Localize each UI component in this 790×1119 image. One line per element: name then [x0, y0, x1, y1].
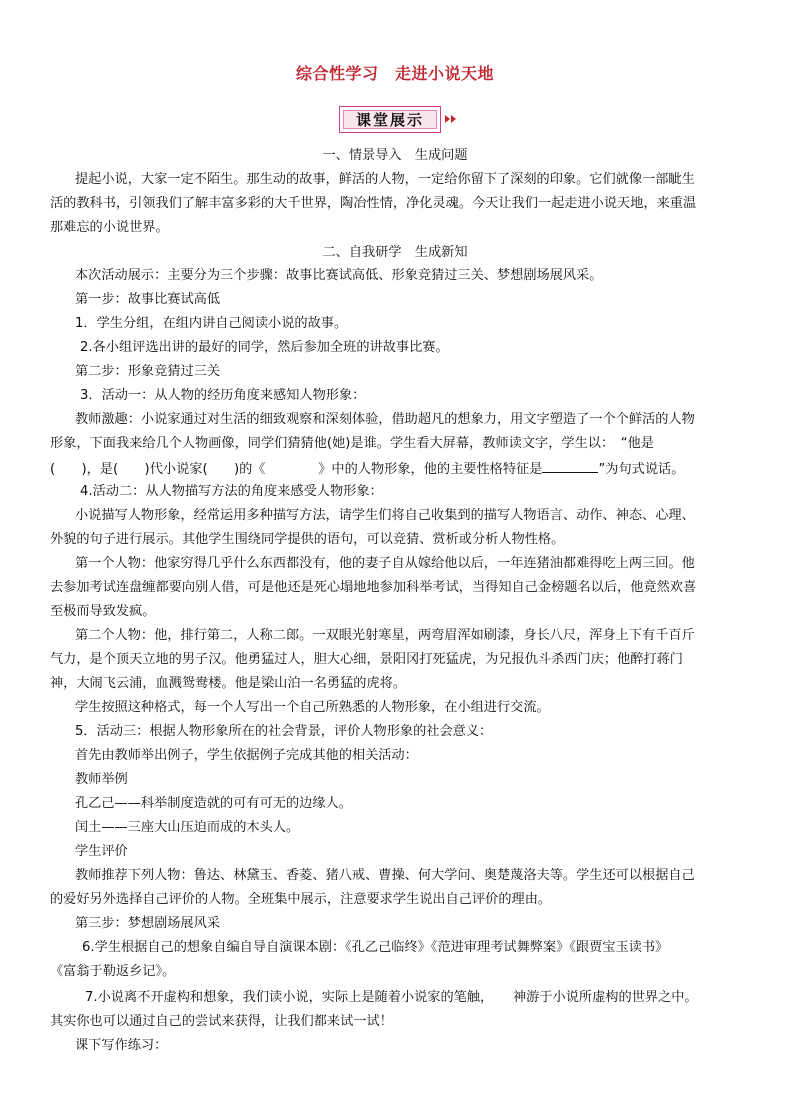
paragraph-line: 的爱好另外选择自己评价的人物。全班集中展示，注意要求学生说出自己评价的理由。 [50, 892, 552, 907]
paragraph-line: 至极而导致发疯。 [50, 604, 156, 619]
paragraph-line: 小说描写人物形象，经常运用多种描写方法，请学生们将自己收集到的描写人物语言、动作、神态、心理、 [75, 508, 695, 523]
paragraph-line: 本次活动展示：主要分为三个步骤：故事比赛试高低、形象竞猜过三关、梦想剧场展风采。 [75, 268, 603, 283]
paragraph-line: 课下写作练习： [75, 1038, 168, 1053]
double-chevron-right-icon [443, 112, 459, 126]
paragraph-line: 教师推荐下列人物：鲁达、林黛玉、香菱、猪八戒、曹操、何大学问、奥楚蔑洛夫等。学生还可以根据自己 [75, 868, 695, 883]
paragraph-line: 5．活动三：根据人物形象所在的社会背景，评价人物形象的社会意义： [75, 724, 493, 739]
sentence-pattern-text: ( )，是( )代小说家( )的《 》中的人物形象，他的主要性格特征是 [50, 462, 543, 477]
answer-blank [542, 460, 598, 473]
paragraph-line: 外貌的句子进行展示。其他学生围绕同学提供的语句，可以竞猜、赏析或分析人物性格。 [50, 532, 565, 547]
paragraph-line: 《富翁于勒返乡记》。 [50, 964, 176, 979]
banner-frame [339, 106, 441, 133]
paragraph-line: 活的教科书，引领我们了解丰富多彩的大千世界，陶冶性情，净化灵魂。今天让我们一起走进小说天地，来重温 [50, 196, 697, 211]
paragraph-line: 7.小说离不开虚构和想象，我们读小说，实际上是随着小说家的笔触， 神游于小说所虚构的世界之中。 [85, 990, 698, 1005]
example-line: 闰土——三座大山压迫而成的木头人。 [75, 820, 300, 835]
paragraph-line: 学生按照这种格式，每一个人写出一个自己所熟悉的人物形象，在小组进行交流。 [75, 700, 550, 715]
paragraph-line: 首先由教师举出例子，学生依据例子完成其他的相关活动： [75, 748, 418, 763]
paragraph-line: 6.学生根据自己的想象自编自导自演课本剧：《孔乙己临终》《范进审理考试舞弊案》《跟贾宝玉读书》 [82, 940, 669, 955]
heading-situation-intro: 一、情景导入 生成问题 [322, 148, 468, 163]
section-banner [339, 106, 463, 133]
subheading: 教师举例 [75, 772, 128, 787]
paragraph-line: 教师激趣：小说家通过对生活的细致观察和深刻体验，借助超凡的想象力，用文字塑造了一个个鲜活的人物 [75, 412, 695, 427]
paragraph-line: 去参加考试连盘缠都要向别人借，可是他还是死心塌地地参加科举考试，当得知自己金榜题名以后，他竟然欢喜 [50, 580, 697, 595]
paragraph-line: 第一个人物：他家穷得几乎什么东西都没有，他的妻子自从嫁给他以后，一年连猪油都难得吃上两三回。他 [75, 556, 695, 571]
paragraph-line: 1．学生分组，在组内讲自己阅读小说的故事。 [75, 316, 348, 331]
example-line: 孔乙己——科举制度造就的可有可无的边缘人。 [75, 796, 352, 811]
heading-self-study: 二、自我研学 生成新知 [322, 245, 468, 260]
page-title: 综合性学习 走进小说天地 [295, 64, 494, 83]
step-heading: 第二步：形象竞猜过三关 [75, 364, 221, 379]
step-heading: 第三步：梦想剧场展风采 [75, 916, 221, 931]
step-heading: 第一步：故事比赛试高低 [75, 292, 221, 307]
paragraph-line: 那难忘的小说世界。 [50, 220, 169, 235]
paragraph-line: 第二个人物：他，排行第二，人称二郎。一双眼光射寒星，两弯眉浑如刷漆，身长八尺，浑身上下有千百斤 [75, 628, 695, 643]
paragraph-line: 2.各小组评选出讲的最好的同学，然后参加全班的讲故事比赛。 [80, 340, 449, 355]
paragraph-line: 形象，下面我来给几个人物画像，同学们猜猜他(她)是谁。学生看大屏幕，教师读文字，学生以： “他是 [50, 436, 654, 451]
subheading: 学生评价 [75, 844, 128, 859]
paragraph-line: 神，大闹飞云浦，血溅鸳鸯楼。他是梁山泊一名勇猛的虎将。 [50, 676, 407, 691]
paragraph-line: 其实你也可以通过自己的尝试来获得，让我们都来试一试！ [50, 1014, 393, 1029]
paragraph-line: 提起小说，大家一定不陌生。那生动的故事，鲜活的人物，一定给你留下了深刻的印象。它们就像一部眦生 [75, 172, 695, 187]
paragraph-line: 气力，是个顶天立地的男子汉。他勇猛过人，胆大心细，景阳冈打死猛虎，为兄报仇斗杀西门庆；他醉打蒋门 [50, 652, 683, 667]
sentence-pattern-tail: ”为句式说话。 [598, 462, 685, 477]
paragraph-line-with-blank [50, 460, 684, 478]
banner-label: 课堂展示 [343, 110, 437, 129]
paragraph-line: 3．活动一：从人物的经历角度来感知人物形象： [80, 388, 366, 403]
paragraph-line: 4.活动二：从人物描写方法的角度来感受人物形象： [80, 484, 383, 499]
